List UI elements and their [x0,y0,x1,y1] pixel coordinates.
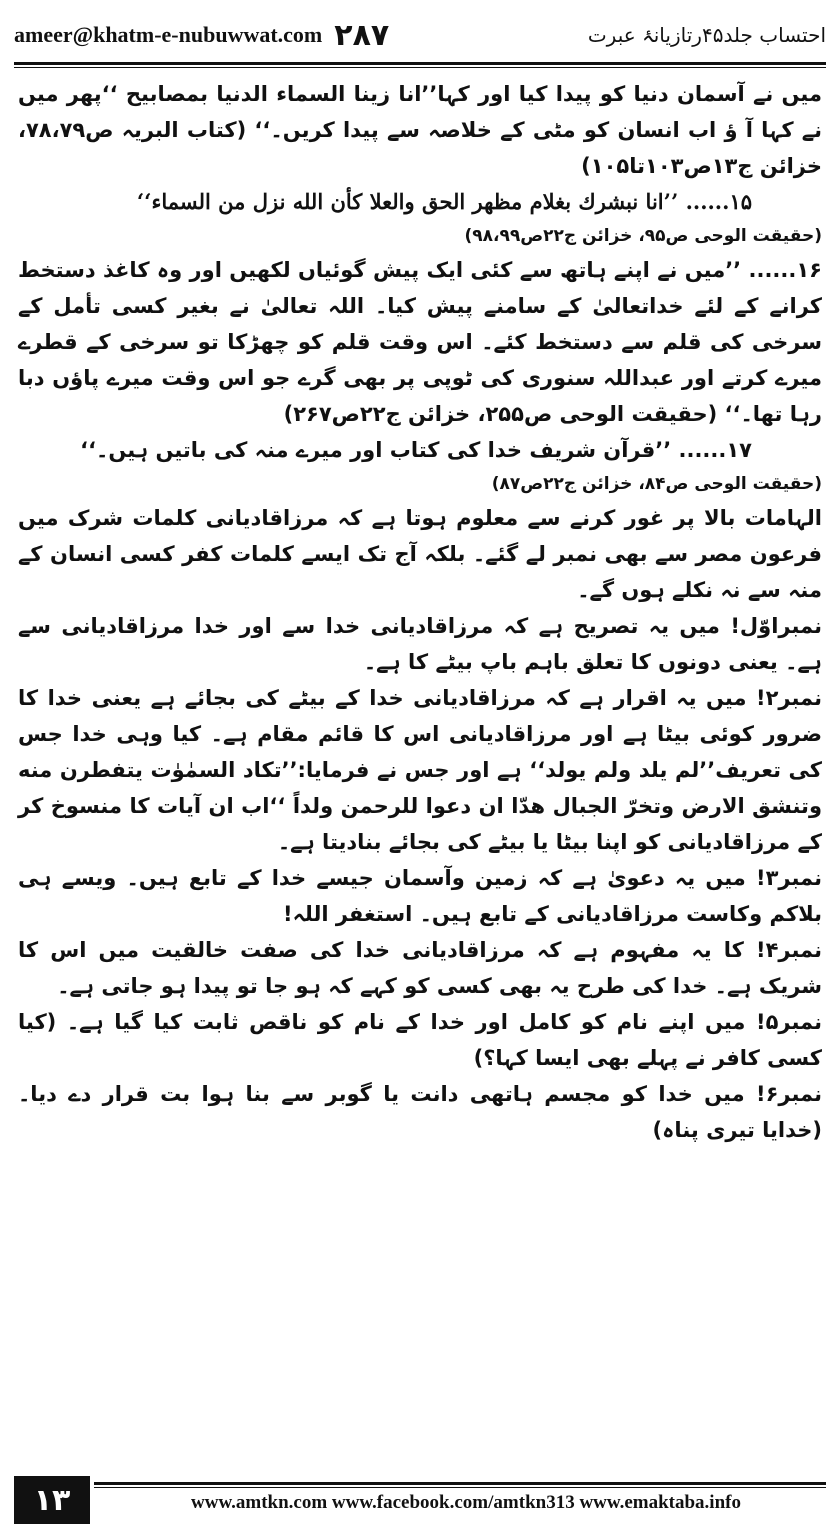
reference-15: (حقیقت الوحی ص۹۵، خزائن ج۲۲ص۹۸،۹۹) [464,226,822,246]
page-body [18,76,822,1468]
ilham-16: ۱۶...... ’’میں نے اپنے ہاتھ سے کئی ایک پیش گوئیاں لکھیں اور وہ کاغذ دستخط کرانے کے لئے خداتعالیٰ کے سامنے پیش کیا۔ اللہ تعالیٰ نے بغیر کسی تأمل کے سرخی کی قلم سے دستخط کئے۔ اس وقت قلم کو چھڑکا تو سرخی کے قطرے میرے کرتے اور عبداللہ سنوری کی ٹوپی پر بھی گرے جو اس وقت میرے پاؤں دبا رہا تھا۔‘‘ (حقیقت الوحی ص۲۵۵، خزائن ج۲۲ص۲۶۷) [18,258,822,426]
header-left [14,18,389,53]
footer-page-number: ۱۳ [14,1476,90,1524]
header-book-title: احتساب جلد۴۵رتازیانۂ عبرت [587,23,826,47]
point-6: نمبر۶! میں خدا کو مجسم ہاتھی دانت یا گوبر سے بنا ہوا بت قرار دے دیا۔ (خدایا تیری پناہ) [18,1082,822,1142]
point-1: نمبراوّل! میں یہ تصریح ہے کہ مرزاقادیانی خدا سے اور خدا مرزاقادیانی سے ہے۔ یعنی دونوں کا تعلق باہم باپ بیٹے کا ہے۔ [18,614,822,674]
footer-links: www.amtkn.com www.facebook.com/amtkn313 www.emaktaba.info [191,1492,741,1513]
header-page-number: ۲۸۷ [334,17,390,53]
page-header [14,10,826,60]
header-email: ameer@khatm-e-nubuwwat.com [14,22,323,47]
footer-rule [94,1482,826,1488]
point-3: نمبر۳! میں یہ دعویٰ ہے کہ زمین وآسمان جیسے خدا کے تابع ہیں۔ ویسے ہی بلاکم وکاست مرزاقادیانی کے تابع ہیں۔ استغفر اللہ! [18,866,822,926]
reference-17: (حقیقت الوحی ص۸۴، خزائن ج۲۲ص۸۷) [491,474,822,494]
point-2: نمبر۲! میں یہ اقرار ہے کہ مرزاقادیانی خدا کے بیٹے کی بجائے ہے یعنی خدا کا ضرور کوئی بیٹا ہے اور مرزاقادیانی اس کا قائم مقام ہے۔ کیا وہی خدا جس کی تعریف’’لم یلد ولم یولد‘‘ ہے اور جس نے فرمایا:’’تکاد السمٰوٰت یتفطرن منه وتنشق الارض وتخرّ الجبال هدّا ان دعوا للرحمن ولداً ‘‘اب ان آیات کا منسوخ کر کے مرزاقادیانی کو اپنا بیٹا یا بیٹے کی بجائے بنادیتا ہے۔ [18,686,822,854]
paragraph-1: میں نے آسمان دنیا کو پیدا کیا اور کہا’’انا زینا السماء الدنیا بمصابیح ‘‘پھر میں نے کہا آ ؤ اب انسان کو مٹی کے خلاصہ سے پیدا کریں۔‘‘ (کتاب البریہ ص۷۸،۷۹، خزائن ج۱۳ص۱۰۳تا۱۰۵) [18,82,822,178]
page-footer [14,1476,826,1528]
header-rule [14,62,826,68]
commentary-intro: الہامات بالا پر غور کرنے سے معلوم ہوتا ہے کہ مرزاقادیانی کلمات شرک میں فرعون مصر سے بھی نمبر لے گئے۔ بلکہ آج تک ایسے کلمات کفر کسی انسان کے منہ سے نہ نکلے ہوں گے۔ [18,506,822,602]
ilham-15: ۱۵...... ’’انا نبشرك بغلام مظهر الحق والعلا كأن الله نزل من السماء‘‘ [136,189,752,214]
point-5: نمبر۵! میں اپنے نام کو کامل اور خدا کے نام کو ناقص ثابت کیا گیا ہے۔ (کیا کسی کافر نے پہلے بھی ایسا کہا؟) [18,1010,822,1070]
ilham-17: ۱۷...... ’’قرآن شریف خدا کی کتاب اور میرے منہ کی باتیں ہیں۔‘‘ [80,438,752,462]
point-4: نمبر۴! کا یہ مفہوم ہے کہ مرزاقادیانی خدا کی صفت خالقیت میں اس کا شریک ہے۔ خدا کی طرح یہ بھی کسی کو کہے کہ ہو جا تو پیدا ہو جاتی ہے۔ [18,938,822,998]
